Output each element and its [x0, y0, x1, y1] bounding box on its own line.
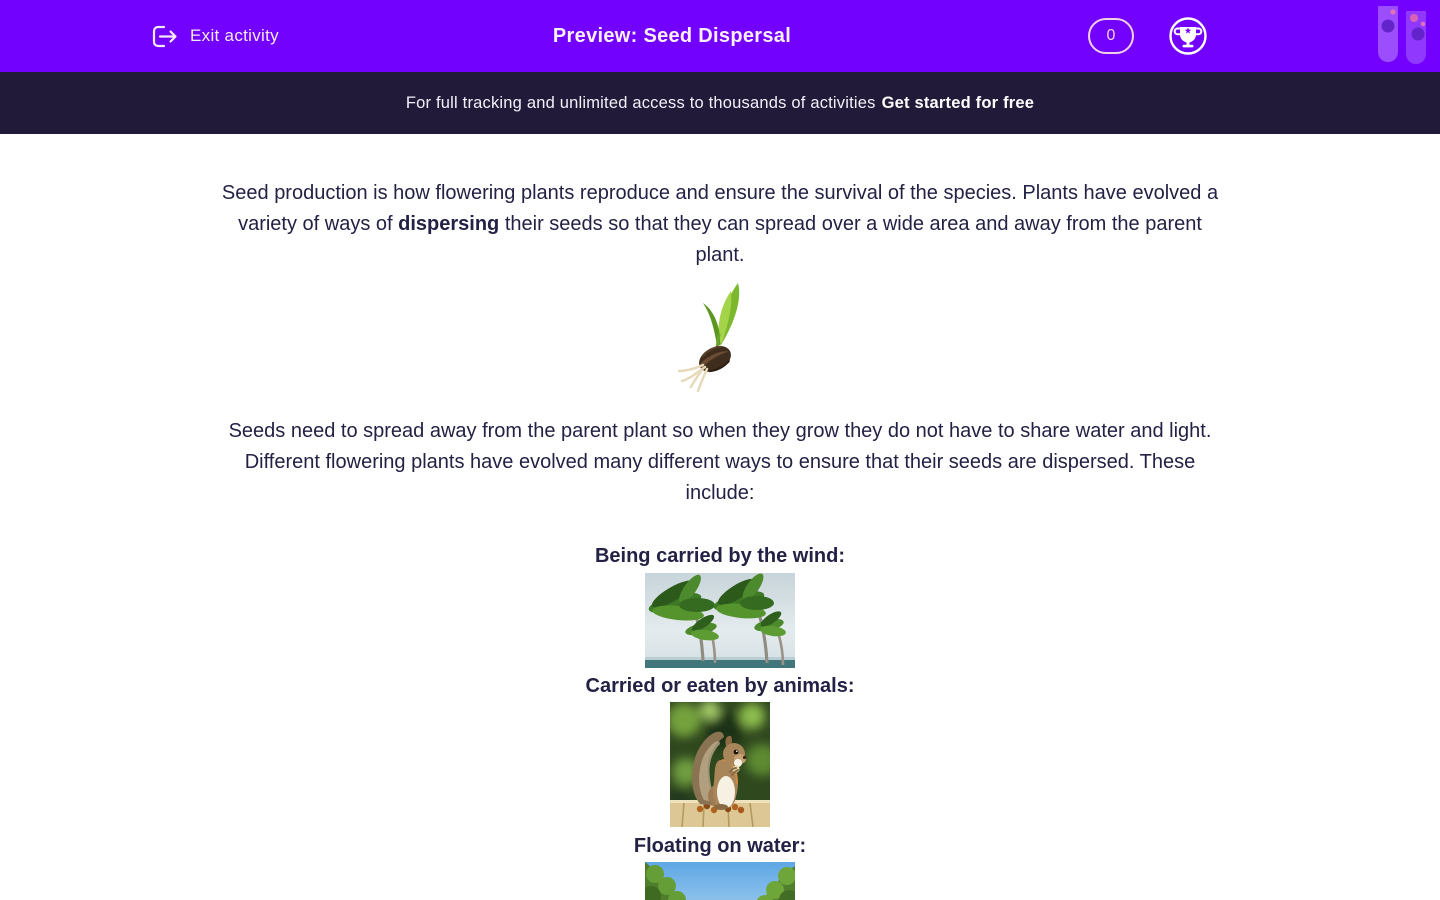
intro-paragraph	[220, 178, 1220, 271]
page-title: Preview: Seed Dispersal	[552, 24, 792, 47]
intro-paragraph-after: their seeds so that they can spread over a wide area and away from the parent plant.	[499, 213, 1202, 266]
test-tubes-icon	[1372, 4, 1430, 70]
section-heading-wind: Being carried by the wind:	[594, 545, 846, 567]
exit-activity-label: Exit activity	[190, 26, 279, 45]
header-actions	[1088, 0, 1208, 72]
score-value: 0	[1106, 27, 1116, 44]
trophy-icon	[1168, 16, 1208, 56]
water-image	[150, 862, 1290, 900]
score-counter[interactable]	[1088, 18, 1134, 54]
intro-paragraph-before: Seed production is how flowering plants reproduce and ensure the survival of the species. Plants have evolved a variety of ways of	[221, 182, 1219, 235]
rewards-button[interactable]	[1168, 16, 1208, 56]
app-header	[0, 0, 1440, 72]
intro-paragraph-bold-word: dispersing	[398, 213, 500, 235]
upgrade-banner-text: For full tracking and unlimited access to thousands of activities	[405, 93, 876, 112]
section-heading-water: Floating on water:	[633, 835, 807, 857]
activity-content	[150, 178, 1290, 900]
section-heading-animals: Carried or eaten by animals:	[585, 675, 855, 697]
upgrade-banner	[0, 72, 1440, 134]
seedling-illustration	[150, 277, 1290, 392]
get-started-link[interactable]: Get started for free	[881, 93, 1035, 112]
animals-image	[150, 702, 1290, 827]
wind-image	[150, 573, 1290, 668]
second-paragraph: Seeds need to spread away from the parent plant so when they grow they do not have to share water and light. Different flowering plants have evolved many different ways to ensure that their seeds are dispersed. These include:	[228, 420, 1212, 504]
